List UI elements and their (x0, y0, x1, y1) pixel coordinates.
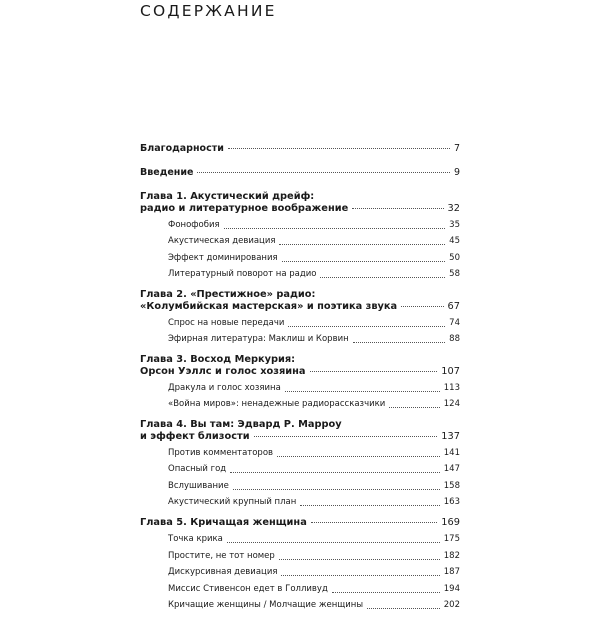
toc-page-number: 169 (441, 517, 460, 528)
toc-section-label: Литературный поворот на радио (168, 269, 317, 279)
toc-section (140, 377, 460, 394)
toc-section-label: Миссис Стивенсон едет в Голливуд (168, 583, 328, 594)
toc-page-number: 141 (443, 447, 460, 458)
toc-section (140, 595, 460, 612)
toc-section (140, 264, 460, 281)
toc-section (140, 545, 460, 562)
table-of-contents (140, 143, 460, 620)
chapter-title-line: Глава 2. «Престижное» радио: (140, 289, 316, 300)
chapter-title-line: Орсон Уэллс и голос хозяина (140, 365, 306, 377)
toc-section (140, 492, 460, 509)
dot-leader (224, 228, 446, 229)
dot-leader (282, 261, 446, 262)
toc-section (140, 214, 460, 231)
toc-page-number: 32 (447, 202, 460, 214)
toc-section (140, 578, 460, 595)
dot-leader (285, 391, 440, 392)
toc-section (140, 459, 460, 476)
toc-section-label: Против комментаторов (168, 447, 274, 458)
toc-page-number: 158 (443, 480, 460, 491)
toc-section-label: Спрос на новые передачи (168, 317, 285, 328)
dot-leader (389, 407, 439, 408)
chapter-title-line: и эффект близости (140, 430, 250, 442)
toc-section (140, 247, 460, 264)
chapter-title-line: Глава 5. Кричащая женщина (140, 517, 307, 528)
chapter-title-line: Глава 4. Вы там: Эдвард Р. Марроу (140, 419, 342, 430)
toc-entry-label: Благодарности (140, 143, 224, 154)
toc-section-label: Простите, не тот номер (168, 550, 275, 561)
dot-leader (300, 505, 439, 506)
toc-page-number: 45 (449, 236, 460, 246)
toc-page-number: 124 (443, 399, 460, 409)
dot-leader (311, 522, 437, 523)
toc-chapter-2 (140, 289, 460, 345)
dot-leader (353, 342, 446, 343)
chapter-title-last-line (140, 203, 460, 215)
toc-section-label: Дракула и голос хозяина (168, 382, 281, 393)
toc-section-label: Эффект доминирования (168, 252, 278, 263)
dot-leader (320, 277, 445, 278)
toc-page-number: 194 (443, 583, 460, 594)
toc-section-label: Акустический крупный план (168, 497, 297, 507)
toc-section-label: «Война миров»: ненадежные радиорассказчики (168, 399, 386, 409)
dot-leader (367, 608, 440, 609)
toc-page-number: 58 (449, 269, 460, 279)
toc-section-label: Дискурсивная девиация (168, 567, 278, 577)
dot-leader (352, 208, 443, 209)
dot-leader (310, 371, 438, 372)
toc-section-label: Вслушивание (168, 480, 229, 491)
toc-section-label: Акустическая девиация (168, 236, 276, 246)
chapter-title-line: радио и литературное воображение (140, 202, 349, 214)
chapter-title-last-line (140, 431, 460, 443)
dot-leader (228, 148, 450, 149)
toc-section-label: Опасный год (168, 464, 227, 474)
toc-section (140, 394, 460, 411)
toc-section-label: Кричащие женщины / Молчащие женщины (168, 600, 364, 610)
dot-leader (288, 326, 445, 327)
toc-section (140, 231, 460, 248)
dot-leader (281, 575, 439, 576)
toc-section (140, 562, 460, 579)
toc-section-label: Точка крика (168, 534, 223, 544)
toc-page-number: 9 (453, 167, 460, 178)
dot-leader (230, 472, 440, 473)
toc-page-number: 88 (449, 334, 460, 344)
dot-leader (401, 306, 443, 307)
toc-chapter-1 (140, 191, 460, 280)
toc-page-number: 35 (449, 219, 460, 230)
dot-leader (197, 172, 449, 173)
toc-page-number: 182 (443, 550, 460, 561)
chapter-title-line: Глава 3. Восход Меркурия: (140, 354, 296, 365)
toc-section (140, 312, 460, 329)
toc-chapter-5 (140, 517, 460, 611)
toc-page-number: 67 (447, 300, 460, 312)
dot-leader (254, 436, 438, 437)
toc-page-number: 107 (441, 365, 460, 377)
toc-page-number: 74 (449, 317, 460, 328)
chapter-title-last-line (140, 517, 460, 529)
toc-page-number: 50 (449, 252, 460, 263)
dot-leader (279, 559, 440, 560)
toc-section (140, 442, 460, 459)
chapter-title-line: «Колумбийская мастерская» и поэтика звука (140, 300, 398, 312)
toc-section-label: Эфирная литература: Маклиш и Корвин (168, 334, 349, 344)
chapter-title-last-line (140, 301, 460, 313)
toc-chapter-4 (140, 419, 460, 508)
toc-section (140, 529, 460, 546)
toc-page-number: 7 (453, 143, 460, 154)
dot-leader (279, 244, 445, 245)
toc-section-label: Фонофобия (168, 219, 220, 230)
chapter-title-line: Глава 1. Акустический дрейф: (140, 191, 315, 202)
toc-section (140, 475, 460, 492)
toc-page-number: 175 (443, 534, 460, 544)
chapter-title-last-line (140, 366, 460, 378)
toc-page-number: 113 (443, 382, 460, 393)
dot-leader (277, 456, 440, 457)
dot-leader (233, 489, 440, 490)
toc-entry-label: Введение (140, 167, 194, 178)
dot-leader (227, 542, 440, 543)
toc-entry-introduction (140, 167, 460, 179)
toc-page-number: 137 (441, 430, 460, 442)
toc-section (140, 329, 460, 346)
page-title: СОДЕРЖАНИЕ (140, 2, 277, 20)
toc-page-number: 187 (443, 567, 460, 577)
toc-page-number: 163 (443, 497, 460, 507)
toc-page-number: 202 (443, 600, 460, 610)
toc-entry-acknowledgements (140, 143, 460, 155)
dot-leader (332, 592, 440, 593)
toc-chapter-3 (140, 354, 460, 410)
toc-page-number: 147 (443, 464, 460, 474)
